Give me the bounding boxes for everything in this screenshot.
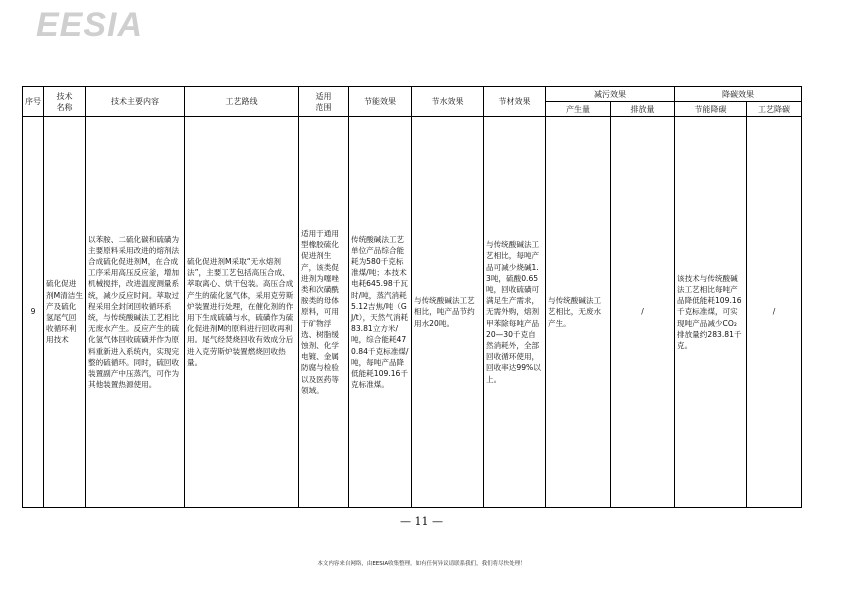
cell-output: 与传统酸碱法工艺相比，无废水产生。	[546, 117, 611, 508]
cell-emission: /	[611, 117, 675, 508]
header-emission: 排放量	[611, 102, 675, 117]
cell-energy-carbon: 该技术与传统酸碱法工艺相比每吨产品降低能耗109.16千克标准煤，可实现吨产品减少CO₂排放量约283.81千克。	[675, 117, 747, 508]
header-scope: 适用 范围	[299, 87, 349, 117]
header-energy-carbon: 节能降碳	[675, 102, 747, 117]
cell-tech-name: 硫化促进剂M清洁生产及硫化氢尾气回收循环利用技术	[44, 117, 86, 508]
table-row	[23, 117, 802, 508]
page-number: — 11 —	[400, 515, 443, 528]
footer-note: 本文内容来自网络，由EESIA收集整理，如有任何异议请联系我们，我们将尽快处理！	[317, 561, 526, 567]
header-process-route: 工艺路线	[185, 87, 299, 117]
cell-scope: 适用于通用型橡胶硫化促进剂生产，该类促进剂为噻唑类和次磺酰胺类的母体原料，可用于矿物浮选、树脂缓蚀剂、化学电镀、金属防腐与检验以及医药等领域。	[299, 117, 349, 508]
header-material-saving: 节材效果	[484, 87, 546, 117]
cell-water-saving: 与传统酸碱法工艺相比，吨产品节约用水20吨。	[412, 117, 484, 508]
cell-material-saving: 与传统酸碱法工艺相比，每吨产品可减少烧碱1.3吨，硫酸0.65吨，回收硫磺可满足生产需求，无需外购，熔剂甲苯除每吨产品20—30千克自然消耗外，全部回收循环使用，回收率达99%以上。	[484, 117, 546, 508]
header-tech-name: 技术 名称	[44, 87, 86, 117]
header-output: 产生量	[546, 102, 611, 117]
eesia-logo: EESIA	[36, 6, 144, 44]
cell-main-content: 以苯胺、二硫化碳和硫磺为主要原料采用改进的熔剂法合成硫化促进剂M，在合成工序采用高压反应釜，增加机械搅拌，改进温度测量系统，减少反应时间。萃取过程采用全封闭回收循环系统，与传统酸碱法工艺相比无废水产生。反应产生的硫化氢气体回收硫磺并作为原料重新进入系统内，实现完整的硫循环。同时，硫回收装置副产中压蒸汽，可作为其他装置热源使用。	[86, 117, 185, 508]
header-main-content: 技术主要内容	[86, 87, 185, 117]
header-carbon-reduction: 降碳效果	[675, 87, 802, 102]
header-water-saving: 节水效果	[412, 87, 484, 117]
cell-energy-saving: 传统酸碱法工艺单位产品综合能耗为580千克标准煤/吨；本技术电耗645.98千瓦时/吨，蒸汽消耗5.12吉焦/吨（GJ/t），天然气消耗83.81立方米/吨，综合能耗470.84千克标准煤/吨，每吨产品降低能耗109.16千克标准煤。	[349, 117, 412, 508]
technology-table	[22, 86, 802, 508]
cell-process-carbon: /	[747, 117, 802, 508]
header-energy-saving: 节能效果	[349, 87, 412, 117]
header-seq: 序号	[23, 87, 44, 117]
header-process-carbon: 工艺降碳	[747, 102, 802, 117]
cell-process-route: 硫化促进剂M采取“无水熔剂法”，主要工艺包括高压合成、萃取离心、烘干包装。高压合成产生的硫化氢气体，采用克劳斯炉装置进行处理，在催化剂的作用下生成硫磺与水，硫磺作为硫化促进剂M的原料进行回收再利用。尾气经焚烧回收有效成分后进入克劳斯炉装置燃烧回收热量。	[185, 117, 299, 508]
cell-seq: 9	[23, 117, 44, 508]
header-pollution-reduction: 减污效果	[546, 87, 675, 102]
